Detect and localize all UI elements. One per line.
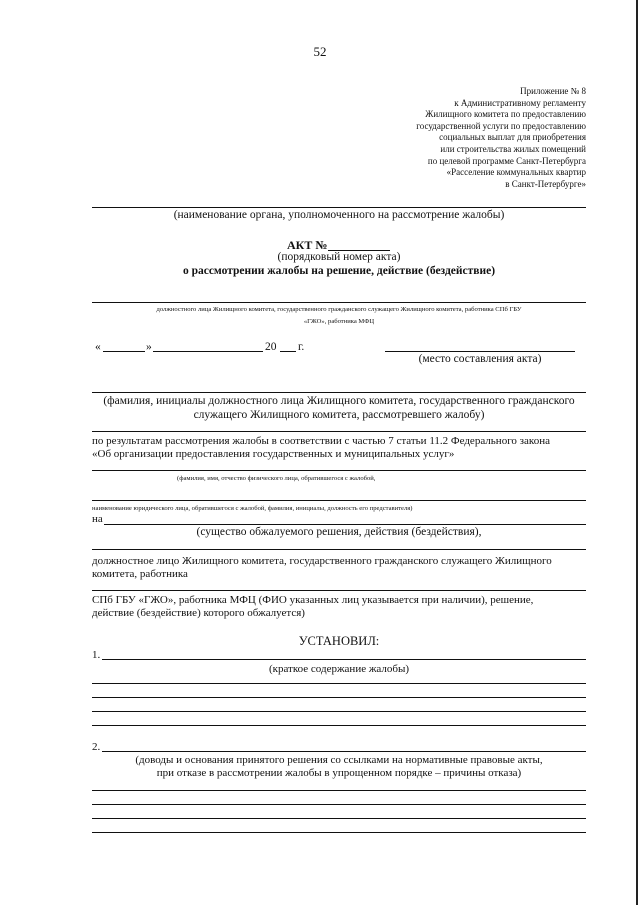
authority-line [92,207,586,208]
item2-line [102,751,586,752]
appendix-line: или строительства жилых помещений [440,143,586,154]
item2-label: 2. [92,741,101,753]
act-number-caption: (порядковый номер акта) [277,251,401,263]
item2-caption-1: (доводы и основания принятого решения со ссылками на нормативные правовые акты, [135,754,543,766]
legal-line [92,500,586,501]
results-text-1: по результатам рассмотрения жалобы в соответствии с частью 7 статьи 11.2 Федерального закона [92,435,550,447]
item1-caption: (краткое содержание жалобы) [268,663,410,675]
spb-line [92,590,586,591]
official-caption-1: должностного лица Жилищного комитета, государственного гражданского служащего Жилищного комитета, работника СПб ГБУ [156,306,522,313]
reviewer-caption-1: (фамилия, инициалы должностного лица Жилищного комитета, государственного гражданского [103,395,575,407]
person-line [92,470,586,471]
spb-text-1: СПб ГБУ «ГЖО», работника МФЦ (ФИО указанных лиц указывается при наличии), решение, [92,594,534,606]
reviewer-caption-2: служащего Жилищного комитета, рассмотревшего жалобу) [193,409,485,421]
appendix-line: государственной услуги по предоставлению [416,120,586,131]
official-caption-2: «ГЖО», работника МФЦ [303,318,375,325]
place-line [385,351,575,352]
appendix-line: социальных выплат для приобретения [439,132,586,143]
official-text-line [92,549,586,550]
decision-line [104,524,586,525]
blank-line [92,711,586,712]
official-text-2: комитета, работника [92,568,188,580]
results-top-line [92,431,586,432]
legal-caption: наименование юридического лица, обратившегося с жалобой, фамилия, инициалы, должность его представителя) [92,505,413,512]
date-open-quote: « [95,341,101,353]
scan-edge-line [636,0,638,905]
blank-line [92,832,586,833]
spb-text-2: действие (бездействие) которого обжалуется) [92,607,305,619]
blank-line [92,818,586,819]
blank-line [92,725,586,726]
date-month-line [153,351,263,352]
act-subject: о рассмотрении жалобы на решение, действие (бездействие) [182,265,496,277]
official-line [92,302,586,303]
page-number: 52 [313,44,327,59]
official-text-1: должностное лицо Жилищного комитета, государственного гражданского служащего Жилищного [92,555,552,567]
appendix-line: в Санкт-Петербурге» [505,178,586,189]
blank-line [92,697,586,698]
place-caption: (место составления акта) [418,353,542,365]
date-close-quote: » [146,341,152,353]
appendix-block [376,86,586,190]
established-heading: УСТАНОВИЛ: [298,634,380,648]
person-caption: (фамилия, имя, отчество физического лица, обратившегося с жалобой, [177,475,376,482]
blank-line [92,804,586,805]
item2-caption-2: при отказе в рассмотрении жалобы в упрощенном порядке – причины отказа) [156,767,522,779]
blank-line [92,790,586,791]
appendix-line: «Расселение коммунальных квартир [446,167,586,178]
date-year-line [280,351,296,352]
date-year-prefix: 20 [265,341,277,353]
results-text-2: «Об организации предоставления государственных и муниципальных услуг» [92,448,455,460]
reviewer-line [92,392,586,393]
item1-line [102,659,586,660]
authority-caption: (наименование органа, уполномоченного на рассмотрение жалобы) [173,209,505,221]
date-day-line [103,351,145,352]
blank-line [92,683,586,684]
item1-label: 1. [92,649,101,661]
decision-caption: (существо обжалуемого решения, действия (бездействия), [196,526,482,538]
appendix-line: Жилищного комитета по предоставлению [425,109,586,120]
act-label: АКТ № [287,238,328,252]
on-label: на [92,513,103,525]
appendix-line: Приложение № 8 [520,86,586,96]
date-year-suffix: г. [298,341,305,353]
appendix-line: к Административному регламенту [454,97,586,108]
appendix-line: по целевой программе Санкт-Петербурга [427,155,586,166]
